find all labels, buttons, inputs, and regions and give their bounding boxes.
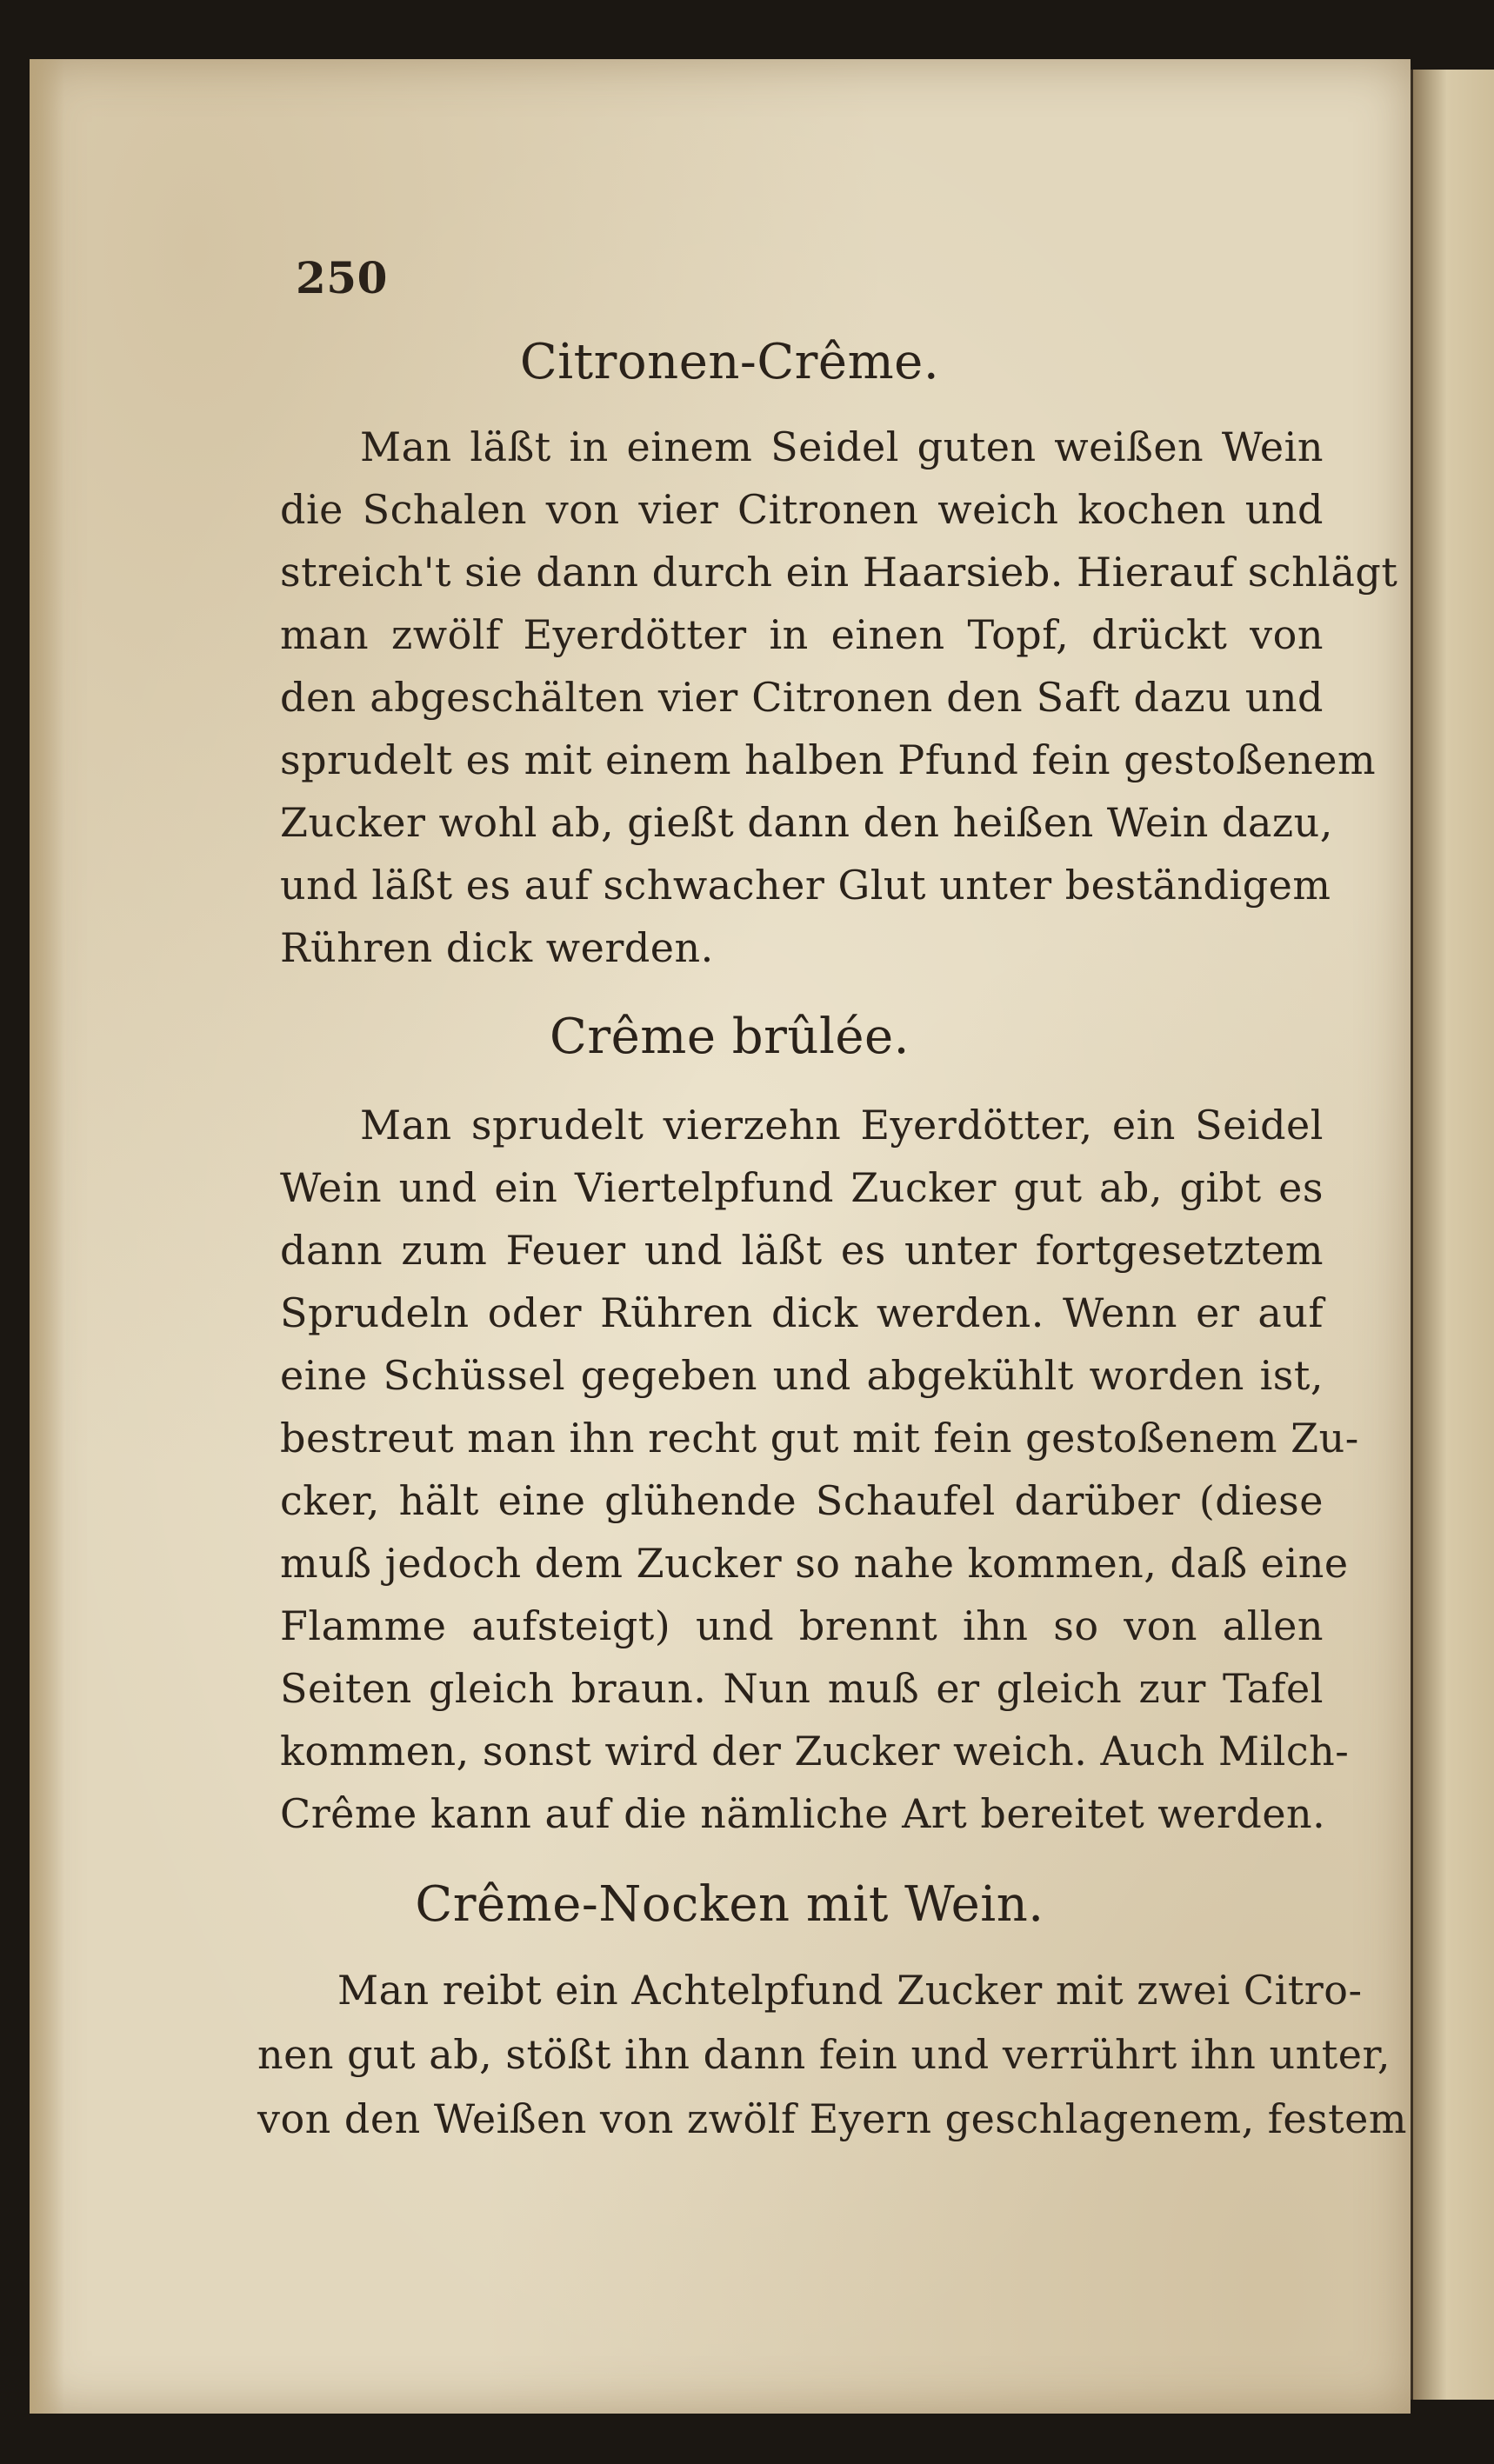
text-line: eine Schüssel gegeben und abgekühlt worden ist, (280, 1352, 1324, 1399)
text-line: sprudelt es mit einem halben Pfund fein gestoßenem (280, 736, 1377, 783)
text-line: von den Weißen von zwölf Eyern geschlagenem, festem (257, 2095, 1407, 2142)
page-number: 250 (296, 252, 388, 303)
adjacent-page-edge (1411, 70, 1494, 2400)
recipe-body-citronen-creme (280, 416, 1398, 979)
text-line: und läßt es auf schwacher Glut unter beständigem (280, 862, 1331, 909)
text-line: kommen, sonst wird der Zucker weich. Auch Milch- (280, 1728, 1350, 1775)
text-line: streich't sie dann durch ein Haarsieb. Hierauf schlägt (280, 549, 1398, 596)
recipe-body-creme-nocken (257, 1958, 1407, 2151)
text-line: die Schalen von vier Citronen weich kochen und (280, 486, 1324, 533)
text-line: Man läßt in einem Seidel guten weißen Wein (360, 423, 1324, 470)
text-line: nen gut ab, stößt ihn dann fein und verrührt ihn unter, (257, 2031, 1391, 2078)
text-line: Flamme aufsteigt) und brennt ihn so von allen (280, 1602, 1324, 1649)
text-line: cker, hält eine glühende Schaufel darüber (diese (280, 1477, 1324, 1524)
text-line: muß jedoch dem Zucker so nahe kommen, daß eine (280, 1540, 1349, 1587)
recipe-heading-creme-nocken: Crême-Nocken mit Wein. (415, 1876, 1044, 1933)
recipe-heading-creme-brulee: Crême brûlée. (550, 1009, 910, 1065)
text-line: Seiten gleich braun. Nun muß er gleich zur Tafel (280, 1665, 1324, 1712)
recipe-body-creme-brulee (280, 1094, 1359, 1845)
text-line: Rühren dick werden. (280, 924, 714, 971)
text-line: bestreut man ihn recht gut mit fein gestoßenem Zu- (280, 1415, 1359, 1462)
text-line: den abgeschälten vier Citronen den Saft dazu und (280, 674, 1324, 721)
text-line: Zucker wohl ab, gießt dann den heißen Wein dazu, (280, 799, 1333, 846)
text-line: Man sprudelt vierzehn Eyerdötter, ein Seidel (360, 1102, 1324, 1149)
page-gutter-shadow (30, 59, 64, 2414)
text-line: Crême kann auf die nämliche Art bereitet werden. (280, 1790, 1326, 1837)
recipe-heading-citronen-creme: Citronen-Crême. (519, 334, 940, 390)
text-line: Man reibt ein Achtelpfund Zucker mit zwei Citro- (337, 1967, 1363, 2014)
text-line: dann zum Feuer und läßt es unter fortgesetztem (280, 1227, 1324, 1274)
text-line: Wein und ein Viertelpfund Zucker gut ab, gibt es (280, 1164, 1324, 1211)
text-line: Sprudeln oder Rühren dick werden. Wenn er auf (280, 1289, 1324, 1336)
text-line: man zwölf Eyerdötter in einen Topf, drückt von (280, 611, 1324, 658)
